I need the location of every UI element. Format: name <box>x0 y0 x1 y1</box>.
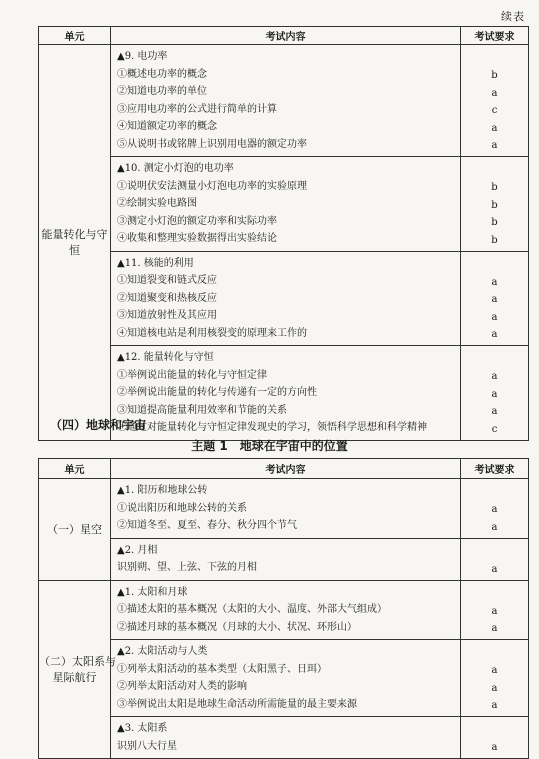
content-item: ③知道提高能量利用效率和节能的关系 <box>117 404 287 416</box>
requirement-value: a <box>491 665 498 676</box>
requirement-value: b <box>491 217 498 228</box>
content-item: ①知道裂变和链式反应 <box>117 275 217 286</box>
requirement-value: a <box>491 371 498 382</box>
content-cell <box>111 346 461 441</box>
requirement-value: c <box>491 423 498 435</box>
requirement-cell <box>461 640 529 717</box>
content-cell <box>111 580 461 640</box>
topic-title: ▲2. 月相 <box>117 544 158 556</box>
requirement-value: a <box>491 122 498 134</box>
content-item: 识别朔、望、上弦、下弦的月相 <box>117 562 257 573</box>
continued-label: 续表 <box>501 10 525 23</box>
table-row <box>39 479 529 539</box>
content-cell <box>111 479 461 539</box>
table-row <box>39 580 529 640</box>
requirement-value: a <box>491 406 498 417</box>
header-content: 考试内容 <box>111 459 461 479</box>
requirement-value: a <box>491 276 498 288</box>
requirement-cell <box>461 717 529 759</box>
requirement-cell <box>461 538 529 580</box>
content-item: ④通过对能量转化与守恒定律发现史的学习，领悟科学思想和科学精神 <box>117 422 427 433</box>
table-row <box>39 640 529 717</box>
header-requirement: 考试要求 <box>461 459 529 479</box>
content-item: ②知道电功率的单位 <box>117 86 207 97</box>
requirement-value: a <box>491 700 498 711</box>
table-header-row <box>39 27 529 45</box>
requirement-value: b <box>491 199 498 211</box>
content-item: ①说出阳历和地球公转的关系 <box>117 502 247 514</box>
content-item: ①描述太阳的基本概况（太阳的大小、温度、外部大气组成） <box>117 604 387 615</box>
requirements-table-earth-universe <box>38 458 529 759</box>
content-item: ④收集和整理实验数据得出实验结论 <box>117 233 277 244</box>
topic-title: ▲10. 测定小灯泡的电功率 <box>117 163 234 174</box>
requirement-value: a <box>491 563 498 575</box>
requirement-cell <box>461 580 529 640</box>
table-row <box>39 157 529 252</box>
requirement-value: a <box>491 329 498 340</box>
content-item: ④知道额定功率的概念 <box>117 121 217 132</box>
header-unit: 单元 <box>39 459 111 479</box>
requirement-value: a <box>491 311 498 323</box>
content-item: ①举例说出能量的转化与守恒定律 <box>117 369 267 381</box>
requirements-table-energy <box>38 26 529 441</box>
topic-title: ▲3. 太阳系 <box>117 723 168 734</box>
header-content: 考试内容 <box>111 27 461 45</box>
topic-title: ▲12. 能量转化与守恒 <box>117 352 214 363</box>
requirement-value: a <box>491 623 498 634</box>
content-cell <box>111 45 461 157</box>
content-cell <box>111 538 461 580</box>
requirement-value: a <box>491 605 498 617</box>
topic-title: ▲11. 核能的利用 <box>117 257 194 269</box>
requirement-cell <box>461 479 529 539</box>
unit-cell <box>39 580 116 759</box>
content-cell <box>111 251 461 346</box>
requirement-cell <box>461 157 529 252</box>
content-item: ④知道核电站是利用核裂变的原理来工作的 <box>117 327 307 339</box>
requirement-value: b <box>491 234 498 246</box>
table-row <box>39 538 529 580</box>
content-item: ③知道放射性及其应用 <box>117 310 217 321</box>
content-item: 识别八大行星 <box>117 740 177 752</box>
table-row <box>39 251 529 346</box>
table-row <box>39 45 529 157</box>
content-item: ③举例说出太阳是地球生命活动所需能量的最主要来源 <box>117 698 357 710</box>
content-item: ②知道聚变和热核反应 <box>117 292 217 304</box>
content-item: ③应用电功率的公式进行简单的计算 <box>117 103 277 115</box>
content-cell <box>111 717 461 759</box>
requirement-value: a <box>491 294 498 305</box>
requirement-value: a <box>491 521 498 533</box>
requirement-value: b <box>491 182 498 193</box>
requirement-value: a <box>491 682 498 694</box>
requirement-value: a <box>491 742 498 753</box>
topic-title: ▲2. 太阳活动与人类 <box>117 646 208 657</box>
requirement-cell <box>461 346 529 441</box>
unit-cell: （一）星空 <box>39 479 111 581</box>
content-item: ②举例说出能量的转化与传递有一定的方向性 <box>117 387 317 398</box>
content-item: ②绘制实验电路图 <box>117 198 197 209</box>
requirement-value: c <box>491 105 498 116</box>
topic-title: ▲9. 电功率 <box>117 51 168 62</box>
header-requirement: 考试要求 <box>461 27 529 45</box>
subject-title: 主题 1 地球在宇宙中的位置 <box>191 439 348 453</box>
unit-cell: 能量转化与守恒 <box>39 45 111 441</box>
requirement-value: a <box>491 388 498 400</box>
content-item: ⑤从说明书或铭牌上识别用电器的额定功率 <box>117 138 307 150</box>
header-unit: 单元 <box>39 27 111 45</box>
content-item: ②知道冬至、夏至、春分、秋分四个节气 <box>117 520 297 531</box>
topic-title: ▲1. 太阳和月球 <box>117 586 188 598</box>
content-item: ①说明伏安法测量小灯泡电功率的实验原理 <box>117 180 307 192</box>
content-cell <box>111 640 461 717</box>
content-item: ③测定小灯泡的额定功率和实际功率 <box>117 215 277 227</box>
content-item: ①概述电功率的概念 <box>117 68 207 80</box>
requirement-value: a <box>491 140 498 151</box>
requirement-cell <box>461 45 529 157</box>
section-heading: （四）地球和宇宙 <box>50 418 147 432</box>
requirement-value: a <box>491 87 498 99</box>
table-row <box>39 717 529 759</box>
content-item: ②列举太阳活动对人类的影响 <box>117 681 247 692</box>
unit-line: （二）太阳系与 <box>39 655 116 669</box>
requirement-cell <box>461 251 529 346</box>
topic-title: ▲1. 阳历和地球公转 <box>117 485 208 496</box>
requirement-value: a <box>491 504 498 515</box>
unit-line: 星际航行 <box>52 671 97 685</box>
content-item: ①列举太阳活动的基本类型（太阳黑子、日珥） <box>117 663 327 675</box>
content-item: ②描述月球的基本概况（月球的大小、状况、环形山） <box>117 621 357 633</box>
requirement-value: b <box>491 70 498 81</box>
table-header-row <box>39 459 529 479</box>
content-cell <box>111 157 461 252</box>
